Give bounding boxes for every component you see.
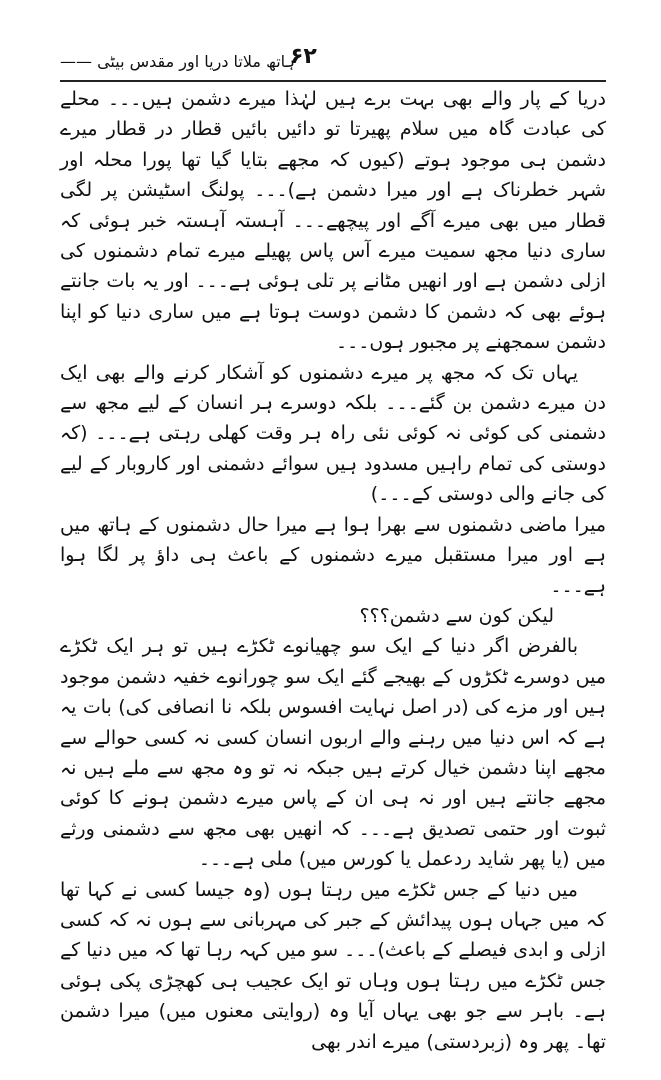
paragraph-1: دریا کے پار والے بھی بہت برے ہیں لہٰذا میرے دشمن ہیں۔۔۔ محلے کی عبادت گاہ میں سلام پھیرتا تو دائیں بائیں قطار در قطار میرے دشمن ہی موجود ہوتے (کیوں کہ مجھے بتایا گیا تھا پورا محلہ اور شہر خطرناک ہے اور میرا دشمن ہے)۔۔۔ پولنگ اسٹیشن پر لگی قطار میں بھی میرے آگے اور پیچھے۔۔۔ آہستہ آہستہ خبر ہوئی کہ ساری دنیا مجھ سمیت میرے آس پاس پھیلے میرے تمام دشمنوں کی ازلی دشمن ہے اور انھیں مٹانے پر تلی ہوئی ہے۔۔۔ اور یہ بات جانتے ہوئے بھی کہ دشمن کا دشمن دوست ہوتا ہے میں ساری دنیا کو اپنا دشمن سمجھنے پر مجبور ہوں۔۔۔ — [60, 88, 606, 354]
paragraph-5: میں دنیا کے جس ٹکڑے میں رہتا ہوں (وہ جیسا کسی نے کہا تھا کہ میں جہاں ہوں پیدائش کے جبر کی مہربانی سے ہوں نہ کہ کسی ازلی و ابدی فیصلے کے باعث)۔۔۔ سو میں کہہ رہا تھا کہ میں دنیا کے جس ٹکڑے میں رہتا ہوں وہاں تو ایک عجیب ہی کھچڑی پکی ہوئی ہے۔ باہر سے جو بھی یہاں آیا وہ (روایتی معنوں میں) میرا دشمن تھا۔ پھر وہ (زبردستی) میرے اندر بھی — [60, 878, 606, 1053]
paragraph-4: بالفرض اگر دنیا کے ایک سو چھیانوے ٹکڑے ہیں تو ہر ایک ٹکڑے میں دوسرے ٹکڑوں کے بھیجے گئے ایک سو چورانوے خفیہ دشمن موجود ہیں اور مزے کی (در اصل نہایت افسوس بلکہ نا انصافی کی) بات یہ ہے کہ اس دنیا میں رہنے والے اربوں انسان کسی نہ کسی حوالے سے مجھے اپنا دشمن خیال کرتے ہیں جبکہ نہ تو وہ مجھ سے ملے ہیں نہ مجھے جانتے ہیں اور نہ ہی ان کے پاس میرے دشمن ہونے کا کوئی ثبوت اور حتمی تصدیق ہے۔۔۔ کہ انھیں بھی مجھ سے دشمنی ورثے میں (یا پھر شاید ردعمل یا کورس میں) ملی ہے۔۔۔ — [60, 635, 606, 871]
page-number: ۶۲ — [290, 44, 317, 69]
running-title: ہاتھ ملاتا دریا اور مقدس بیٹی —— — [60, 52, 295, 71]
header-rule — [60, 80, 606, 82]
body-text — [60, 84, 606, 1057]
page-header — [60, 38, 606, 78]
paragraph-3: میرا ماضی دشمنوں سے بھرا ہوا ہے میرا حال دشمنوں کے ہاتھ میں ہے اور میرا مستقبل میرے دشمنوں کے باعث ہی داؤ پر لگا ہوا ہے۔۔۔ — [60, 513, 606, 597]
paragraph-question: لیکن کون سے دشمن؟؟؟ — [359, 604, 554, 627]
paragraph-2: یہاں تک کہ مجھ پر میرے دشمنوں کو آشکار کرنے والے بھی ایک دن میرے دشمن بن گئے۔۔۔ بلکہ دوسرے ہر انسان کے لیے مجھ سے دشمنی کی کوئی نہ کوئی نئی راہ ہر وقت کھلی رہتی ہے۔۔۔ (کہ دوستی کی تمام راہیں مسدود ہیں سوائے دشمنی اور کاروبار کے لیے کی جانے والی دوستی کے۔۔۔) — [60, 361, 606, 506]
